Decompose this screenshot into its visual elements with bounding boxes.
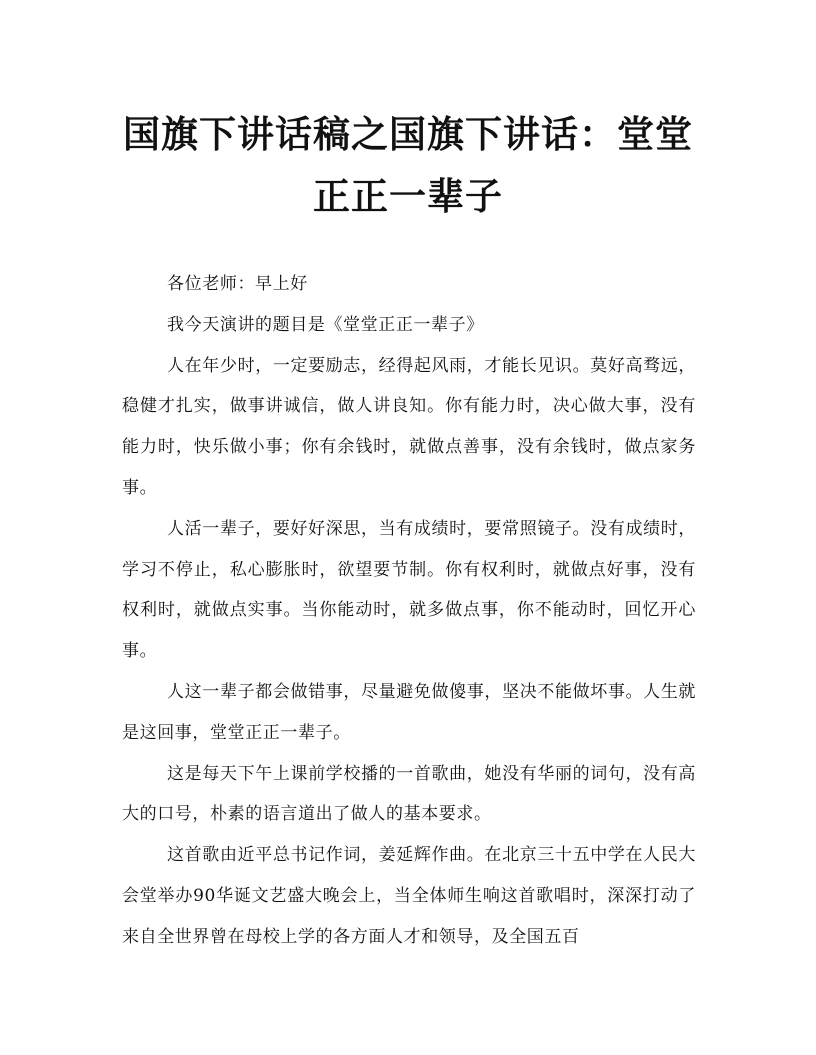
paragraph-youth: 人在年少时，一定要励志，经得起风雨，才能长见识。莫好高骛远，稳健才扎实，做事讲诚信，做人讲良知。你有能力时，决心做大事，没有能力时，快乐做小事；你有余钱时，就做点善事，没有余钱时，做点家务事。 <box>122 355 696 498</box>
paragraph-topic: 我今天演讲的题目是《堂堂正正一辈子》 <box>167 314 484 335</box>
paragraph-greeting: 各位老师：早上好 <box>167 274 308 294</box>
paragraph-life: 人活一辈子，要好好深思，当有成绩时，要常照镜子。没有成绩时，学习不停止，私心膨胀时，欲望要节制。你有权利时，就做点好事，没有权利时，就做点实事。当你能动时，就多做点事，你不能动时，回忆开心事。 <box>122 518 696 662</box>
document-body <box>122 264 696 958</box>
paragraph-song: 这是每天下午上课前学校播的一首歌曲，她没有华丽的词句，没有高大的口号，朴素的语言道出了做人的基本要求。 <box>122 763 696 825</box>
document-title: 国旗下讲话稿之国旗下讲话：堂堂正正一辈子 <box>123 112 693 218</box>
paragraph-author: 这首歌由近平总书记作词，姜延辉作曲。在北京三十五中学在人民大会堂举办90华诞文艺盛大晚会上，当全体师生响这首歌唱时，深深打动了来自全世界曾在母校上学的各方面人才和领导，及全国五百 <box>122 845 696 947</box>
paragraph-mistakes: 人这一辈子都会做错事，尽量避免做傻事，坚决不能做坏事。人生就是这回事，堂堂正正一辈子。 <box>122 681 696 743</box>
